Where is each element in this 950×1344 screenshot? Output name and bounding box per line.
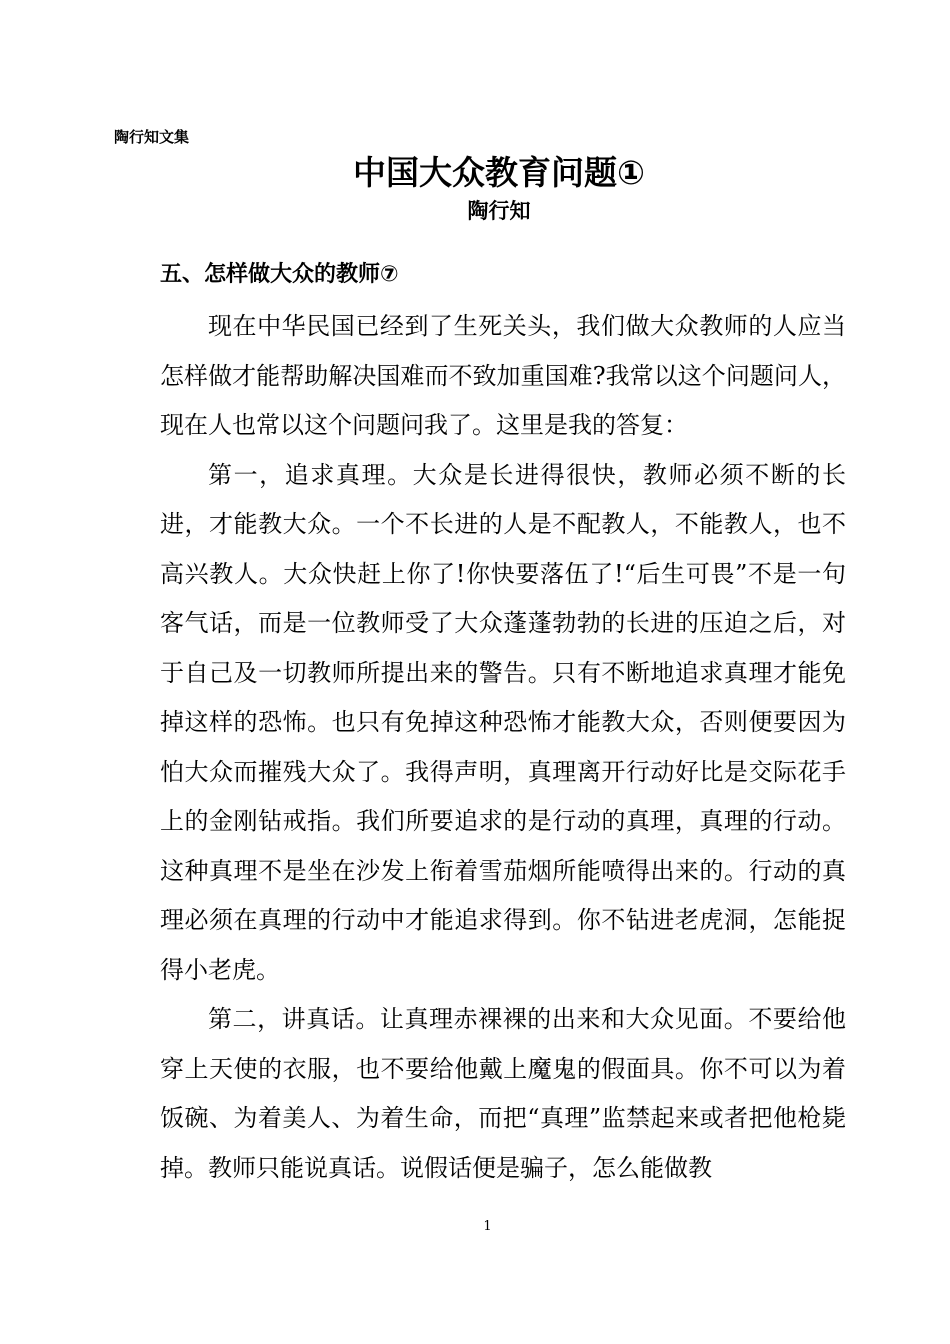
page-title: 中国大众教育问题① xyxy=(353,153,645,192)
section-heading: 五、怎样做大众的教师⑦ xyxy=(160,262,399,287)
collection-header: 陶行知文集 xyxy=(114,128,190,146)
paragraph-1: 现在中华民国已经到了生死关头，我们做大众教师的人应当怎样做才能帮助解决国难而不致加重国难?我常以这个问题问人，现在人也常以这个问题问我了。这里是我的答复： xyxy=(160,312,846,439)
page-number: 1 xyxy=(483,1219,492,1234)
paragraph-3: 第二，讲真话。让真理赤裸裸的出来和大众见面。不要给他穿上天使的衣服，也不要给他戴上魔鬼的假面具。你不可以为着饭碗、为着美人、为着生命，而把“真理”监禁起来或者把他枪毙掉。教师只能说真话。说假话便是骗子，怎么能做教 xyxy=(160,1005,846,1182)
author-name: 陶行知 xyxy=(467,199,531,223)
body-text xyxy=(160,302,846,1193)
paragraph-2: 第一，追求真理。大众是长进得很快，教师必须不断的长进，才能教大众。一个不长进的人是不配教人，不能教人，也不高兴教人。大众快赶上你了!你快要落伍了!“后生可畏”不是一句客气话，而是一位教师受了大众蓬蓬勃勃的长进的压迫之后，对于自己及一切教师所提出来的警告。只有不断地追求真理才能免掉这样的恐怖。也只有免掉这种恐怖才能教大众，否则便要因为怕大众而摧残大众了。我得声明，真理离开行动好比是交际花手上的金刚钻戒指。我们所要追求的是行动的真理，真理的行动。这种真理不是坐在沙发上衔着雪茄烟所能喷得出来的。行动的真理必须在真理的行动中才能追求得到。你不钻进老虎洞，怎能捉得小老虎。 xyxy=(160,460,846,984)
